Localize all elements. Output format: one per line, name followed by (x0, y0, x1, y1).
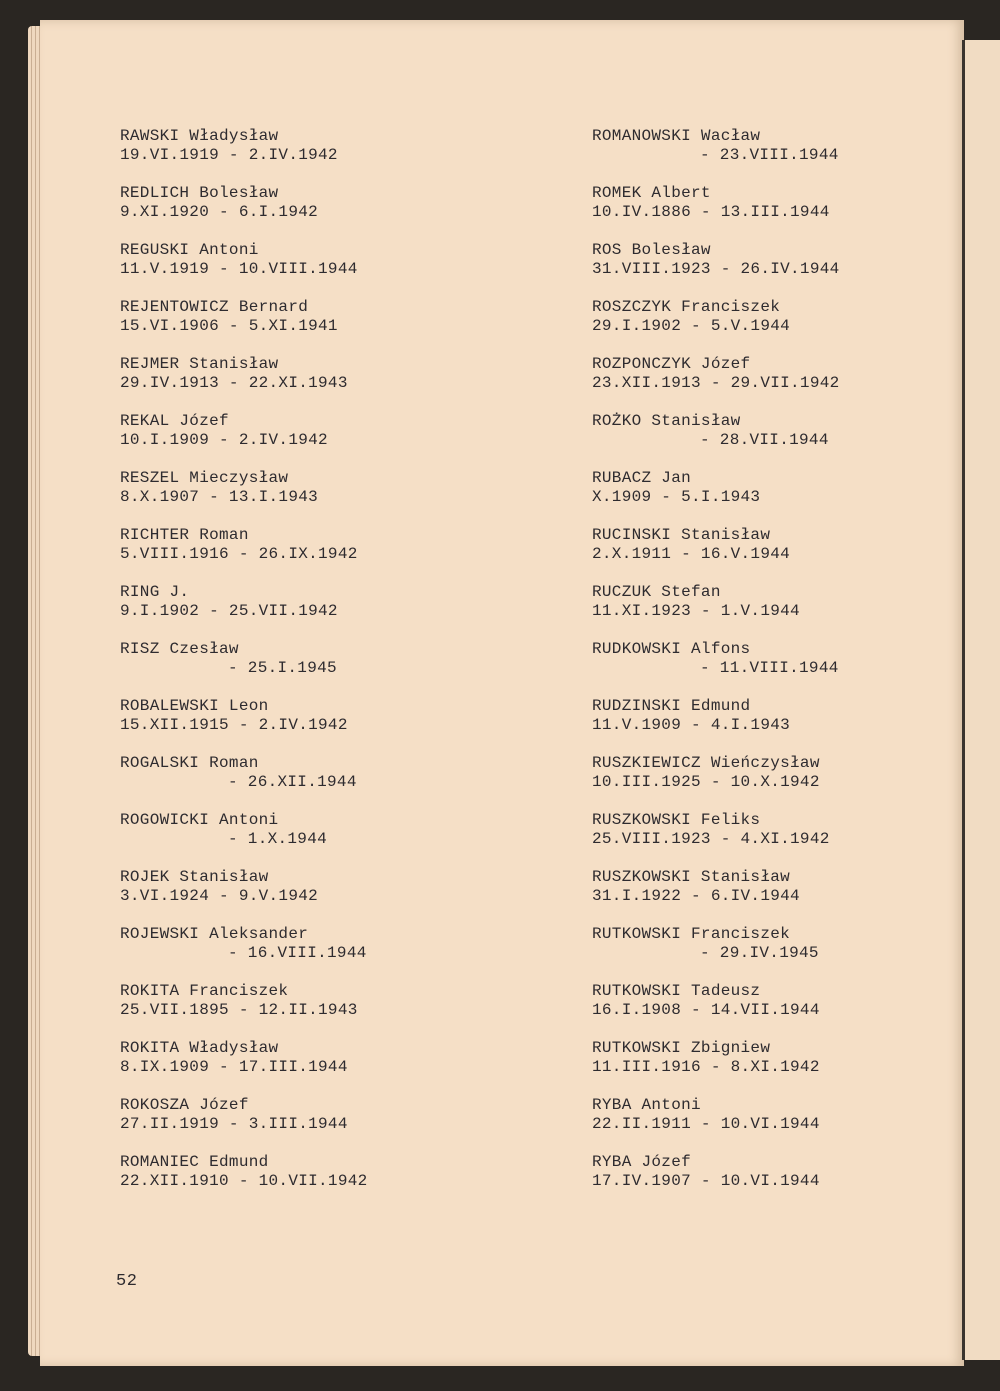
person-name: ROGOWICKI Antoni (120, 811, 279, 829)
life-dates: 5.VIII.1916 - 26.IX.1942 (120, 545, 358, 563)
life-dates: - 16.VIII.1944 (228, 944, 367, 962)
life-dates: 22.II.1911 - 10.VI.1944 (592, 1115, 820, 1133)
life-dates: 23.XII.1913 - 29.VII.1942 (592, 374, 840, 392)
person-name: ROJEK Stanisław (120, 868, 269, 886)
list-item (120, 184, 368, 241)
life-dates: 27.II.1919 - 3.III.1944 (120, 1115, 348, 1133)
person-name: ROMANOWSKI Wacław (592, 127, 761, 145)
life-dates: - 29.IV.1945 (700, 944, 819, 962)
person-name: ROSZCZYK Franciszek (592, 298, 781, 316)
list-item (592, 241, 840, 298)
life-dates: 25.VII.1895 - 12.II.1943 (120, 1001, 358, 1019)
person-name: RESZEL Mieczysław (120, 469, 289, 487)
list-item (592, 811, 840, 868)
person-name: RUSZKOWSKI Feliks (592, 811, 761, 829)
person-name: RUCZUK Stefan (592, 583, 721, 601)
life-dates: 16.I.1908 - 14.VII.1944 (592, 1001, 820, 1019)
list-item (120, 640, 368, 697)
list-item (592, 1096, 840, 1153)
list-item (592, 1153, 840, 1210)
person-name: RYBA Józef (592, 1153, 692, 1171)
list-item (592, 1039, 840, 1096)
person-name: RAWSKI Władysław (120, 127, 279, 145)
life-dates: 31.I.1922 - 6.IV.1944 (592, 887, 800, 905)
person-name: RUSZKIEWICZ Wieńczysław (592, 754, 820, 772)
life-dates: 11.III.1916 - 8.XI.1942 (592, 1058, 820, 1076)
list-item (592, 526, 840, 583)
life-dates: 9.XI.1920 - 6.I.1942 (120, 203, 319, 221)
life-dates: - 1.X.1944 (228, 830, 328, 848)
person-name: ROKITA Franciszek (120, 982, 289, 1000)
life-dates: 8.X.1907 - 13.I.1943 (120, 488, 319, 506)
person-name: RUBACZ Jan (592, 469, 692, 487)
list-item (120, 127, 368, 184)
person-name: ROKITA Władysław (120, 1039, 279, 1057)
list-item (592, 412, 840, 469)
list-item (120, 355, 368, 412)
life-dates: 19.VI.1919 - 2.IV.1942 (120, 146, 338, 164)
life-dates: 2.X.1911 - 16.V.1944 (592, 545, 791, 563)
list-item (120, 1096, 368, 1153)
person-name: RUDZINSKI Edmund (592, 697, 751, 715)
list-item (120, 1153, 368, 1210)
list-item (120, 526, 368, 583)
list-item (592, 127, 840, 184)
person-name: RICHTER Roman (120, 526, 249, 544)
list-item (120, 469, 368, 526)
list-item (592, 982, 840, 1039)
list-item (592, 355, 840, 412)
life-dates: X.1909 - 5.I.1943 (592, 488, 761, 506)
list-item (592, 925, 840, 982)
list-item (120, 811, 368, 868)
person-name: ROJEWSKI Aleksander (120, 925, 309, 943)
life-dates: 31.VIII.1923 - 26.IV.1944 (592, 260, 840, 278)
list-item (120, 925, 368, 982)
life-dates: 10.I.1909 - 2.IV.1942 (120, 431, 328, 449)
list-item (120, 982, 368, 1039)
list-item (120, 697, 368, 754)
list-item (592, 298, 840, 355)
person-name: ROZPONCZYK Józef (592, 355, 751, 373)
person-name: ROGALSKI Roman (120, 754, 259, 772)
list-item (120, 412, 368, 469)
person-name: REDLICH Bolesław (120, 184, 279, 202)
person-name: REGUSKI Antoni (120, 241, 259, 259)
next-page-edge (962, 40, 1000, 1360)
list-item (120, 241, 368, 298)
person-name: ROMEK Albert (592, 184, 711, 202)
person-name: REJENTOWICZ Bernard (120, 298, 309, 316)
life-dates: 11.XI.1923 - 1.V.1944 (592, 602, 800, 620)
left-name-column (120, 127, 368, 1210)
list-item (120, 754, 368, 811)
person-name: REJMER Stanisław (120, 355, 279, 373)
life-dates: 8.IX.1909 - 17.III.1944 (120, 1058, 348, 1076)
list-item (120, 868, 368, 925)
life-dates: 11.V.1919 - 10.VIII.1944 (120, 260, 358, 278)
person-name: RUSZKOWSKI Stanisław (592, 868, 791, 886)
person-name: RUTKOWSKI Franciszek (592, 925, 791, 943)
person-name: ROKOSZA Józef (120, 1096, 249, 1114)
person-name: ROŻKO Stanisław (592, 412, 741, 430)
list-item (592, 868, 840, 925)
list-item (120, 1039, 368, 1096)
person-name: RUDKOWSKI Alfons (592, 640, 751, 658)
page-number: 52 (116, 1272, 138, 1291)
life-dates: 3.VI.1924 - 9.V.1942 (120, 887, 319, 905)
person-name: RYBA Antoni (592, 1096, 701, 1114)
list-item (120, 298, 368, 355)
person-name: RUTKOWSKI Zbigniew (592, 1039, 771, 1057)
life-dates: - 11.VIII.1944 (700, 659, 839, 677)
life-dates: - 28.VII.1944 (700, 431, 829, 449)
life-dates: 9.I.1902 - 25.VII.1942 (120, 602, 338, 620)
life-dates: 10.III.1925 - 10.X.1942 (592, 773, 820, 791)
life-dates: 15.VI.1906 - 5.XI.1941 (120, 317, 338, 335)
person-name: ROMANIEC Edmund (120, 1153, 269, 1171)
right-name-column (592, 127, 840, 1210)
life-dates: 22.XII.1910 - 10.VII.1942 (120, 1172, 368, 1190)
life-dates: 29.I.1902 - 5.V.1944 (592, 317, 791, 335)
person-name: REKAL Józef (120, 412, 229, 430)
list-item (592, 754, 840, 811)
life-dates: 15.XII.1915 - 2.IV.1942 (120, 716, 348, 734)
list-item (592, 184, 840, 241)
list-item (592, 469, 840, 526)
list-item (592, 640, 840, 697)
person-name: RING J. (120, 583, 190, 601)
person-name: RISZ Czesław (120, 640, 239, 658)
life-dates: - 25.I.1945 (228, 659, 337, 677)
life-dates: 17.IV.1907 - 10.VI.1944 (592, 1172, 820, 1190)
life-dates: - 26.XII.1944 (228, 773, 357, 791)
person-name: ROBALEWSKI Leon (120, 697, 269, 715)
life-dates: - 23.VIII.1944 (700, 146, 839, 164)
list-item (120, 583, 368, 640)
life-dates: 10.IV.1886 - 13.III.1944 (592, 203, 830, 221)
life-dates: 29.IV.1913 - 22.XI.1943 (120, 374, 348, 392)
person-name: ROS Bolesław (592, 241, 711, 259)
list-item (592, 697, 840, 754)
person-name: RUCINSKI Stanisław (592, 526, 771, 544)
list-item (592, 583, 840, 640)
person-name: RUTKOWSKI Tadeusz (592, 982, 761, 1000)
life-dates: 25.VIII.1923 - 4.XI.1942 (592, 830, 830, 848)
life-dates: 11.V.1909 - 4.I.1943 (592, 716, 791, 734)
